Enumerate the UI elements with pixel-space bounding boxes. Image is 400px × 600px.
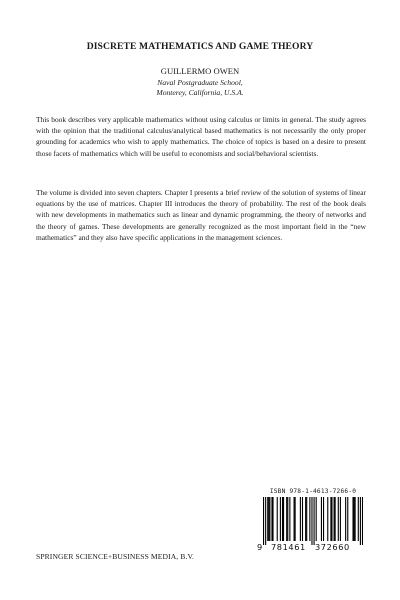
barcode-bar bbox=[306, 497, 307, 541]
barcode-bar bbox=[305, 497, 306, 541]
barcode-bar bbox=[287, 497, 288, 541]
barcode-bar bbox=[352, 497, 353, 541]
barcode-bar bbox=[271, 497, 272, 541]
ean-left-digits: 781461 bbox=[271, 542, 306, 552]
author-affiliation-location: Monterey, California, U.S.A. bbox=[156, 88, 244, 97]
author-affiliation-institution: Naval Postgraduate School, bbox=[157, 78, 243, 87]
publisher-name: SPRINGER SCIENCE+BUSINESS MEDIA, B.V. bbox=[36, 552, 195, 561]
description-paragraph-1: This book describes very applicable mathematics without using calculus or limits in general. The study agrees with the opinion that the traditional calculus/analytical based mathematics is not necessarily the only proper grounding for academics who wish to apply mathematics. The choice of topics is based on a desire to present those facets of mathematics which will be useful to economists and social/behavioral scientists. bbox=[36, 115, 366, 158]
barcode-bar bbox=[268, 497, 269, 541]
isbn-barcode bbox=[257, 488, 369, 564]
barcode-bars bbox=[263, 497, 363, 545]
barcode-bar bbox=[331, 497, 332, 541]
barcode-bar bbox=[277, 497, 278, 541]
description-paragraph-2: The volume is divided into seven chapters. Chapter I presents a brief review of the solution of systems of linear equations by the use of matrices. Chapter III introduces the theory of probability. The rest of the book deals with new developments in mathematics such as linear and dynamic programming, the theory of networks and the theory of games. These developments are generally recognized as the most important field in the “new mathematics” and they also have specific applications in the management sciences. bbox=[36, 188, 366, 242]
barcode-bar bbox=[355, 497, 356, 541]
barcode-bar bbox=[300, 497, 301, 541]
barcode-bar bbox=[347, 497, 348, 541]
barcode-bar bbox=[286, 497, 287, 541]
barcode-bar bbox=[340, 497, 341, 541]
barcode-bar bbox=[354, 497, 355, 541]
barcode-bar bbox=[267, 497, 268, 541]
barcode-bar bbox=[335, 497, 336, 541]
barcode-bar bbox=[309, 497, 310, 541]
barcode-bar bbox=[316, 497, 317, 541]
ean-lead-digit: 9 bbox=[257, 542, 263, 552]
barcode-bar bbox=[360, 497, 361, 545]
barcode-bar bbox=[314, 497, 315, 545]
barcode-bar bbox=[263, 497, 264, 545]
barcode-bar bbox=[295, 497, 296, 541]
barcode-bar bbox=[265, 497, 266, 545]
barcode-bar bbox=[338, 497, 339, 541]
barcode-bar bbox=[283, 497, 284, 541]
isbn-label: ISBN 978-1-4613-7266-0 bbox=[269, 488, 357, 495]
barcode-bar bbox=[334, 497, 335, 541]
author-name: GUILLERMO OWEN bbox=[160, 66, 240, 76]
barcode-bar bbox=[282, 497, 283, 541]
barcode-bar bbox=[280, 497, 281, 541]
barcode-bar bbox=[345, 497, 346, 541]
barcode-bar bbox=[289, 497, 290, 541]
barcode-bar bbox=[358, 497, 359, 541]
barcode-bar bbox=[272, 497, 273, 541]
book-title: DISCRETE MATHEMATICS AND GAME THEORY bbox=[86, 41, 314, 52]
barcode-bar bbox=[327, 497, 328, 541]
ean-right-digits: 372660 bbox=[315, 542, 350, 552]
barcode-bar bbox=[294, 497, 295, 541]
barcode-bar bbox=[302, 497, 303, 541]
barcode-bar bbox=[269, 497, 270, 541]
barcode-bar bbox=[323, 497, 324, 541]
barcode-bar bbox=[321, 497, 322, 541]
barcode-bar bbox=[330, 497, 331, 541]
barcode-bar bbox=[362, 497, 363, 545]
barcode-bar bbox=[311, 497, 312, 545]
